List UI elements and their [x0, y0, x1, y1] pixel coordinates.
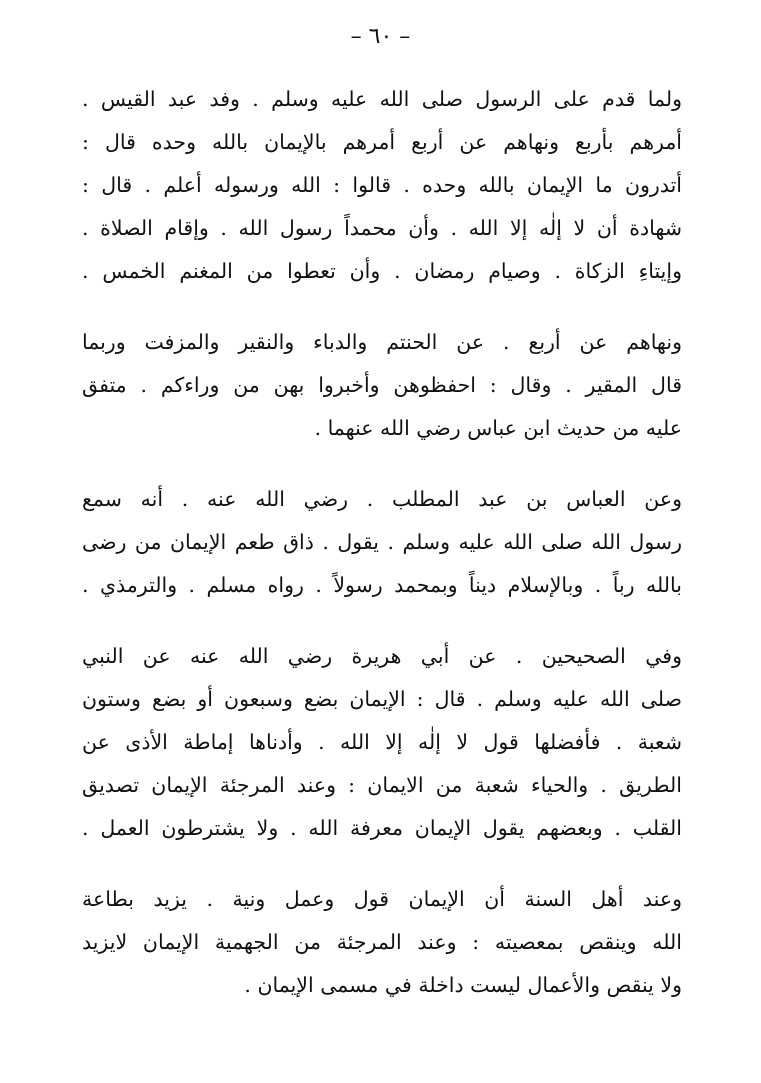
paragraph-1 — [82, 78, 682, 293]
text-line: شعبة . فأفضلها قول لا إلٰه إلا الله . وأدناها إماطة الأذى عن — [82, 730, 682, 754]
text-line: رسول الله صلى الله عليه وسلم . يقول . ذاق طعم الإيمان من رضى — [82, 530, 682, 554]
text-line: وعن العباس بن عبد المطلب . رضي الله عنه . أنه سمع — [82, 487, 682, 511]
text-line: الطريق . والحياء شعبة من الايمان : وعند المرجئة الإيمان تصديق — [82, 773, 682, 797]
page-body — [82, 78, 682, 1035]
text-line: ولما قدم على الرسول صلى الله عليه وسلم . وفد عبد القيس . — [82, 87, 682, 111]
text-line: القلب . وبعضهم يقول الإيمان معرفة الله . ولا يشترطون العمل . — [82, 816, 682, 840]
paragraph-3 — [82, 478, 682, 607]
paragraph-2 — [82, 321, 682, 450]
text-line: شهادة أن لا إلٰه إلا الله . وأن محمداً رسول الله . وإقام الصلاة . — [82, 216, 682, 240]
text-line: ونهاهم عن أربع . عن الحنتم والدباء والنقير والمزفت وربما — [82, 330, 682, 354]
text-line: بالله رباً . وبالإسلام ديناً وبمحمد رسولاً . رواه مسلم . والترمذي . — [82, 573, 682, 597]
text-line: أمرهم بأربع ونهاهم عن أربع أمرهم بالإيمان بالله وحده قال : — [82, 130, 682, 154]
text-line: وفي الصحيحين . عن أبي هريرة رضي الله عنه عن النبي — [82, 644, 682, 668]
text-line: أتدرون ما الإيمان بالله وحده . قالوا : الله ورسوله أعلم . قال : — [82, 173, 682, 197]
paragraph-4 — [82, 635, 682, 850]
text-line: ولا ينقص والأعمال ليست داخلة في مسمى الإيمان . — [244, 973, 682, 997]
text-line: صلى الله عليه وسلم . قال : الإيمان بضع وسبعون أو بضع وستون — [82, 687, 682, 711]
text-line: عليه من حديث ابن عباس رضي الله عنهما . — [314, 416, 682, 440]
page-number: – ٦٠ – — [350, 24, 411, 49]
text-line: وعند أهل السنة أن الإيمان قول وعمل ونية . يزيد بطاعة — [82, 887, 682, 911]
text-line: وإيتاءِ الزكاة . وصيام رمضان . وأن تعطوا من المغنم الخمس . — [82, 259, 682, 283]
text-line: قال المقير . وقال : احفظوهن وأخبروا بهن من وراءكم . متفق — [82, 373, 682, 397]
text-line: الله وينقص بمعصيته : وعند المرجئة من الجهمية الإيمان لايزيد — [82, 930, 682, 954]
paragraph-5 — [82, 878, 682, 1007]
